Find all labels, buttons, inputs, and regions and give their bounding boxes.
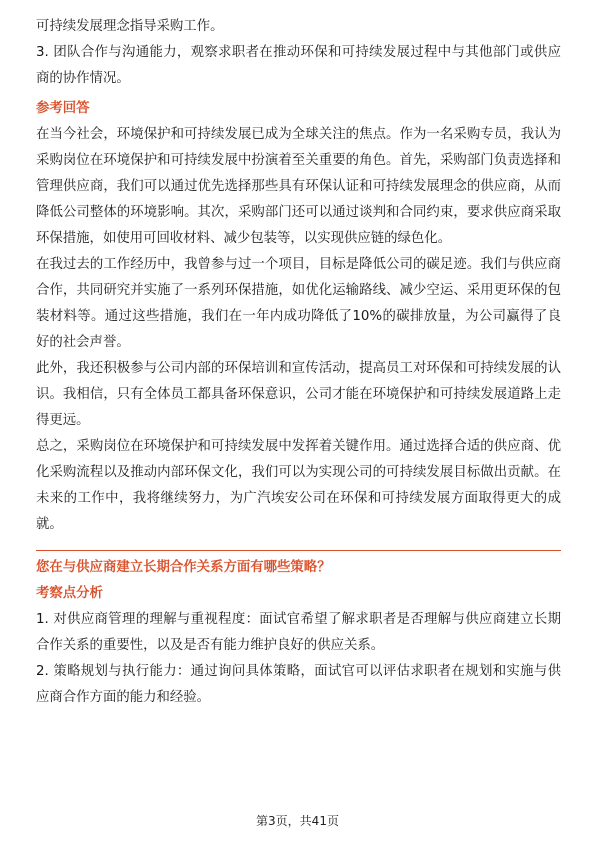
answer-heading: 参考回答 [36,101,90,116]
page-number-footer: 第3页，共41页 [256,814,339,828]
analysis-point: 2. 策略规划与执行能力：通过询问具体策略，面试官可以评估求职者在规划和实施与供应商合作方面的能力和经验。 [36,664,561,705]
analysis-point: 1. 对供应商管理的理解与重视程度：面试官希望了解求职者是否理解与供应商建立长期合作关系的重要性，以及是否有能力维护良好的供应关系。 [36,612,561,653]
answer-paragraph: 总之，采购岗位在环境保护和可持续发展中发挥着关键作用。通过选择合适的供应商、优化采购流程以及推动内部环保文化，我们可以为实现公司的可持续发展目标做出贡献。在未来的工作中，我将继续努力，为广汽埃安公司在环保和可持续发展方面取得更大的成就。 [36,439,561,532]
interview-question: 您在与供应商建立长期合作关系方面有哪些策略？ [36,560,331,575]
answer-paragraph: 在当今社会，环境保护和可持续发展已成为全球关注的焦点。作为一名采购专员，我认为采购岗位在环境保护和可持续发展中扮演着至关重要的角色。首先，采购部门负责选择和管理供应商，我们可以通过优先选择那些具有环保认证和可持续发展理念的供应商，从而降低公司整体的环境影响。其次，采购部门还可以通过谈判和合同约束，要求供应商采取环保措施，如使用可回收材料、减少包装等，以实现供应链的绿色化。 [36,127,561,246]
evaluation-point-3: 3. 团队合作与沟通能力，观察求职者在推动环保和可持续发展过程中与其他部门或供应商的协作情况。 [36,45,561,86]
continuation-text: 可持续发展理念指导采购工作。 [36,19,224,34]
answer-paragraph: 在我过去的工作经历中，我曾参与过一个项目，目标是降低公司的碳足迹。我们与供应商合作，共同研究并实施了一系列环保措施，如优化运输路线、减少空运、采用更环保的包装材料等。通过这些措施，我们在一年内成功降低了10%的碳排放量，为公司赢得了良好的社会声誉。 [36,257,561,350]
analysis-heading: 考察点分析 [36,586,103,601]
answer-paragraph: 此外，我还积极参与公司内部的环保培训和宣传活动，提高员工对环保和可持续发展的认识。我相信，只有全体员工都具备环保意识，公司才能在环境保护和可持续发展道路上走得更远。 [36,361,561,428]
document-page [36,14,561,711]
section-divider [36,550,561,551]
